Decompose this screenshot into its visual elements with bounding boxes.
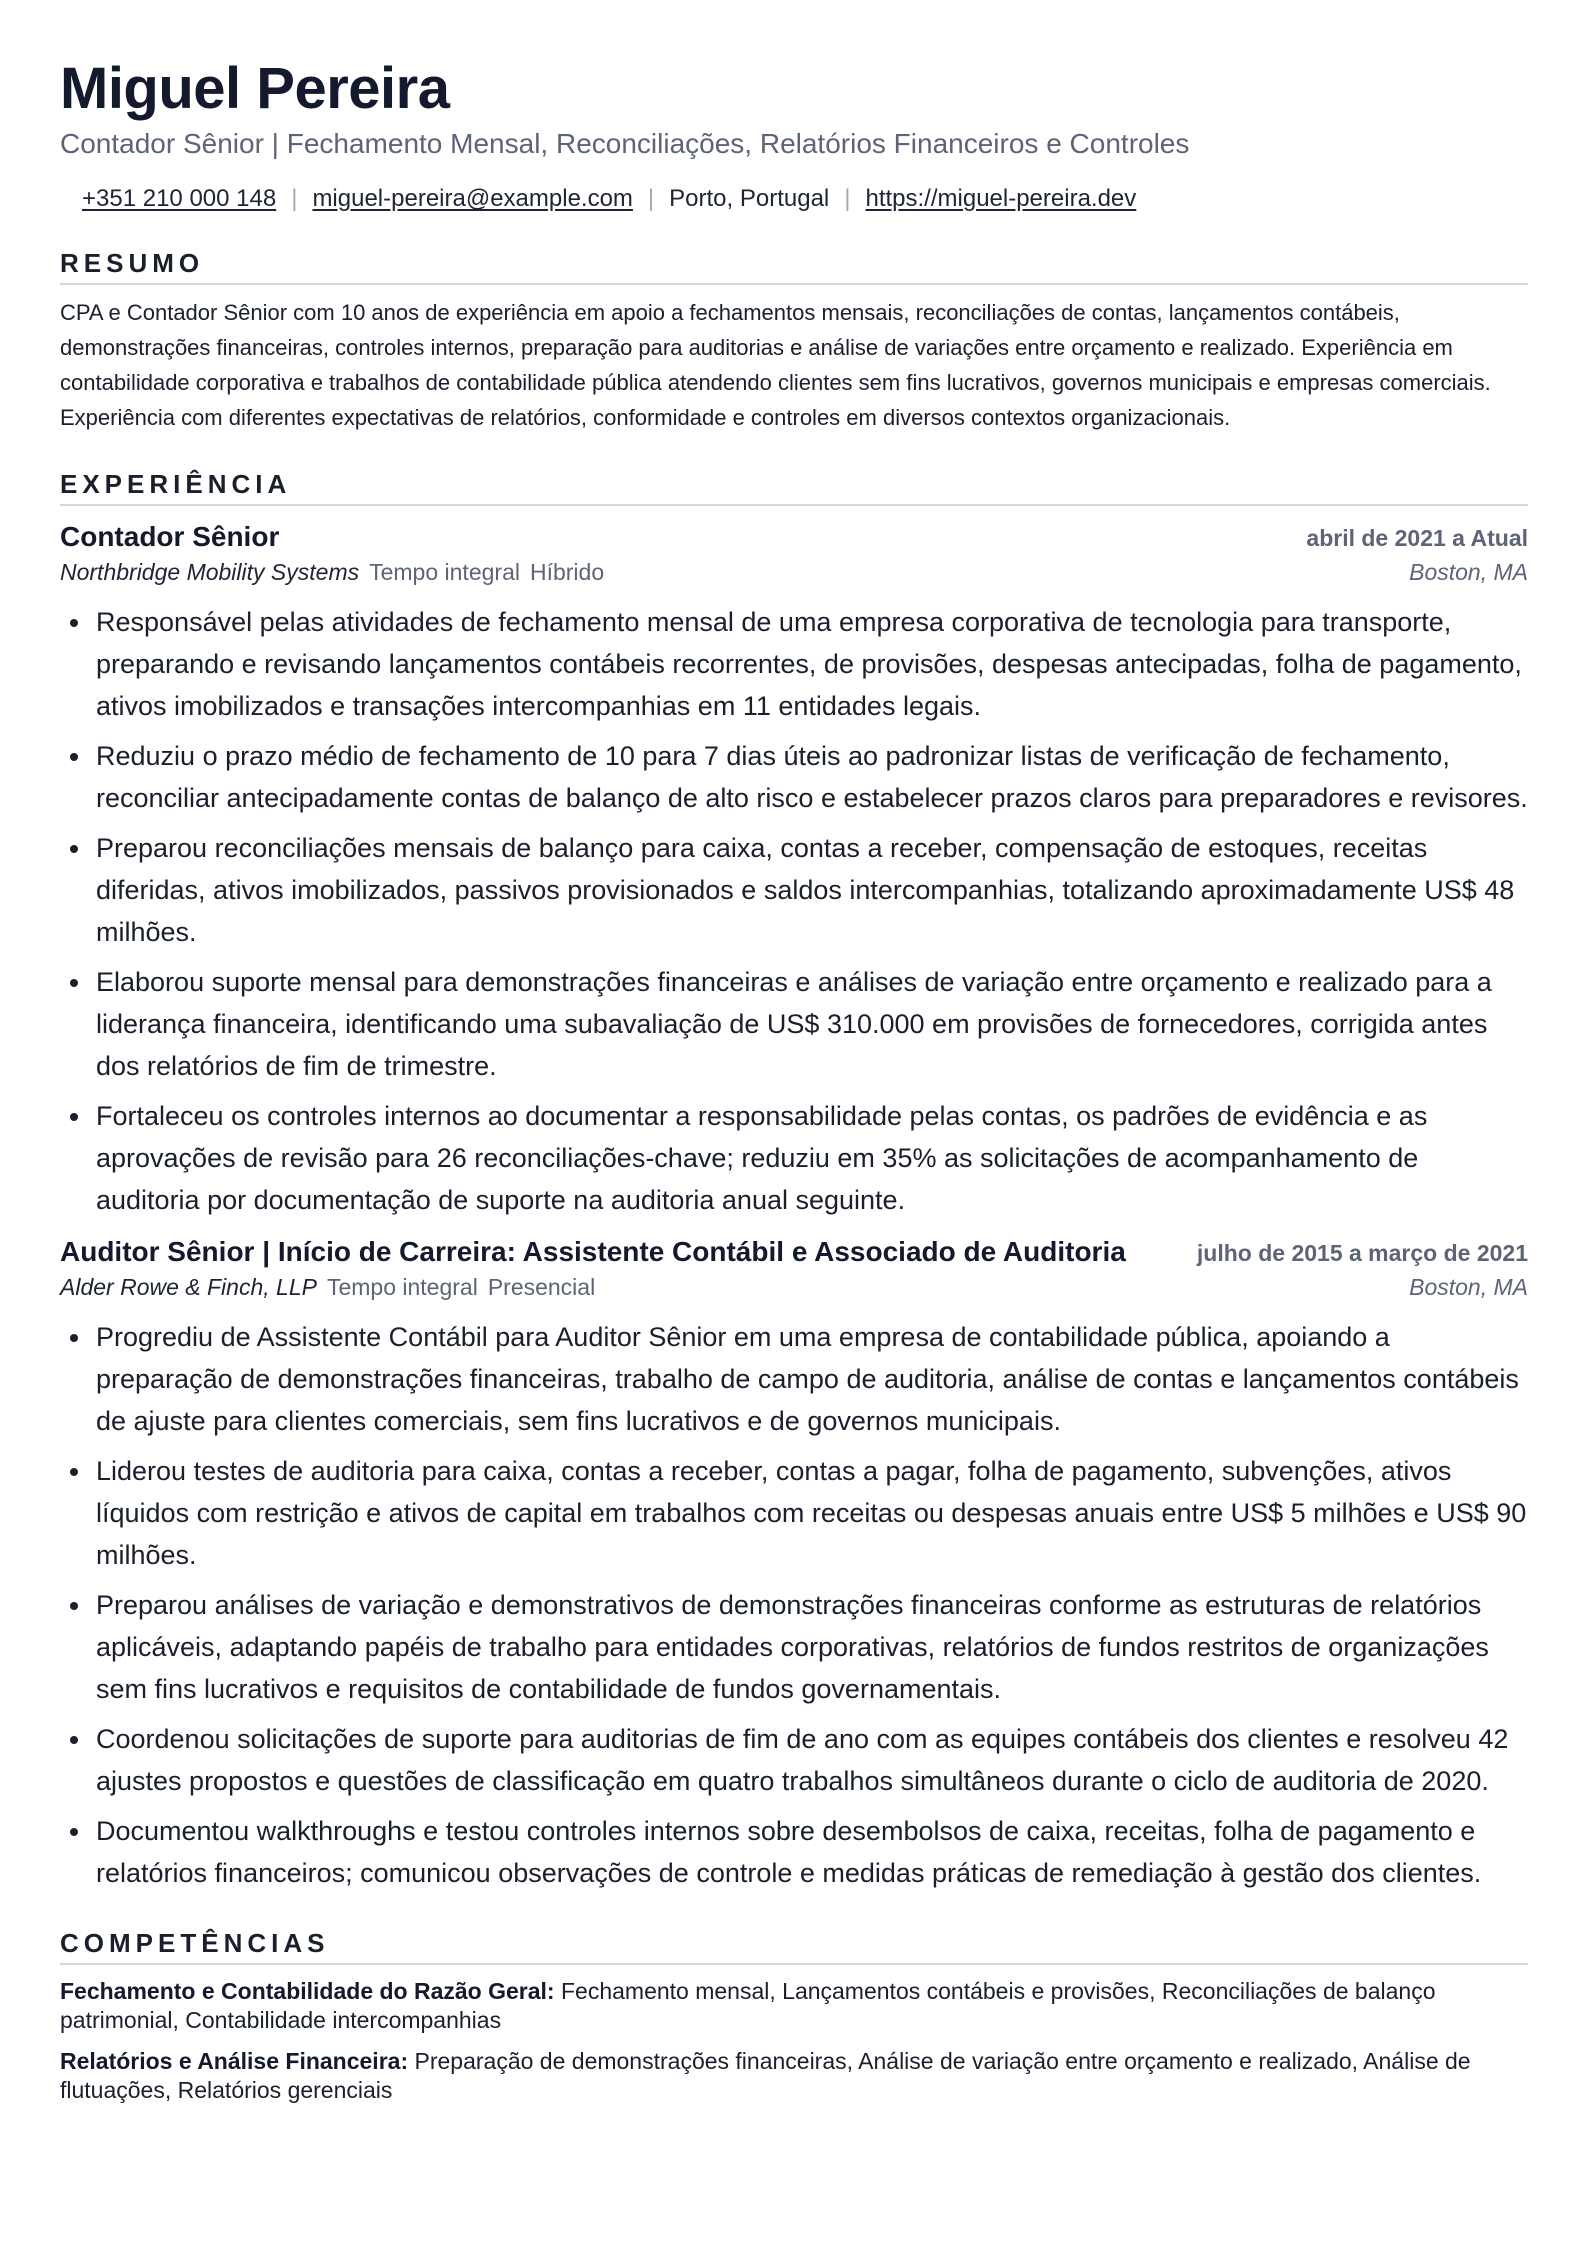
skills-heading: COMPETÊNCIAS	[60, 1928, 1528, 1965]
job-mode: Presencial	[487, 1274, 596, 1300]
contact-separator: |	[647, 185, 655, 212]
headline: Contador Sênior | Fechamento Mensal, Reconciliações, Relatórios Financeiros e Controles	[60, 128, 1190, 159]
job-type: Tempo integral	[326, 1274, 478, 1300]
skill-group-label: Fechamento e Contabilidade do Razão Geral:	[60, 1978, 555, 2004]
experience-heading: EXPERIÊNCIA	[60, 469, 1528, 506]
contact-line	[60, 184, 1528, 214]
bullet-item: Documentou walkthroughs e testou controles internos sobre desembolsos de caixa, receitas, folha de pagamento e relatórios financeiros; comunicou observações de controle e medidas práticas de remediação à gestão dos clientes.	[60, 1810, 1528, 1894]
job-bullets	[60, 1316, 1528, 1894]
contact-separator: |	[844, 185, 851, 212]
job-location: Boston, MA	[1409, 559, 1528, 585]
job-company: Alder Rowe & Finch, LLP	[60, 1274, 317, 1300]
bullet-item: Reduziu o prazo médio de fechamento de 10 para 7 dias úteis ao padronizar listas de verificação de fechamento, reconciliar antecipadamente contas de balanço de alto risco e estabelecer prazos claros para preparadores e revisores.	[60, 735, 1528, 819]
skill-group-value: Fechamento mensal, Lançamentos contábeis e provisões, Reconciliações de balanço patrimonial, Contabilidade intercompanhias	[60, 1978, 1436, 2033]
job-dates: abril de 2021 a Atual	[1306, 525, 1528, 551]
location-text: Porto, Portugal	[669, 185, 830, 212]
bullet-item: Fortaleceu os controles internos ao documentar a responsabilidade pelas contas, os padrões de evidência e as aprovações de revisão para 26 reconciliações-chave; reduziu em 35% as solicitações de acompanhamento de auditoria por documentação de suporte na auditoria anual seguinte.	[60, 1095, 1528, 1221]
bullet-item: Responsável pelas atividades de fechamento mensal de uma empresa corporativa de tecnologia para transporte, preparando e revisando lançamentos contábeis recorrentes, de provisões, despesas antecipadas, folha de pagamento, ativos imobilizados e transações intercompanhias em 11 entidades legais.	[60, 601, 1528, 727]
candidate-name: Miguel Pereira	[60, 56, 450, 121]
skill-group	[60, 2047, 1528, 2105]
job-location: Boston, MA	[1409, 1274, 1528, 1300]
job-type: Tempo integral	[369, 559, 520, 585]
skill-group-value: Preparação de demonstrações financeiras, Análise de variação entre orçamento e realizado, Análise de flutuações, Relatórios gerenciais	[60, 2048, 1471, 2103]
summary-text: CPA e Contador Sênior com 10 anos de experiência em apoio a fechamentos mensais, reconciliações de contas, lançamentos contábeis, demonstrações financeiras, controles internos, preparação para auditorias e análise de variações entre orçamento e realizado. Experiência em contabilidade corporativa e trabalhos de contabilidade pública atendendo clientes sem fins lucrativos, governos municipais e empresas comerciais. Experiência com diferentes expectativas de relatórios, conformidade e controles em diversos contextos organizacionais.	[60, 300, 1491, 430]
bullet-item: Preparou reconciliações mensais de balanço para caixa, contas a receber, compensação de estoques, receitas diferidas, ativos imobilizados, passivos provisionados e saldos intercompanhias, totalizando aproximadamente US$ 48 milhões.	[60, 827, 1528, 953]
bullet-item: Elaborou suporte mensal para demonstrações financeiras e análises de variação entre orçamento e realizado para a liderança financeira, identificando uma subavaliação de US$ 310.000 em provisões de fornecedores, corrigida antes dos relatórios de fim de trimestre.	[60, 961, 1528, 1087]
email-link[interactable]: miguel-pereira@example.com	[312, 185, 633, 212]
bullet-item: Preparou análises de variação e demonstrativos de demonstrações financeiras conforme as estruturas de relatórios aplicáveis, adaptando papéis de trabalho para entidades corporativas, relatórios de fundos restritos de organizações sem fins lucrativos e requisitos de contabilidade de fundos governamentais.	[60, 1584, 1528, 1710]
bullet-item: Liderou testes de auditoria para caixa, contas a receber, contas a pagar, folha de pagamento, subvenções, ativos líquidos com restrição e ativos de capital em trabalhos com receitas ou despesas anuais entre US$ 5 milhões e US$ 90 milhões.	[60, 1450, 1528, 1576]
job-mode: Híbrido	[529, 559, 605, 585]
job-bullets	[60, 601, 1528, 1221]
bullet-item: Coordenou solicitações de suporte para auditorias de fim de ano com as equipes contábeis dos clientes e resolveu 42 ajustes propostos e questões de classificação em quatro trabalhos simultâneos durante o ciclo de auditoria de 2020.	[60, 1718, 1528, 1802]
contact-separator: |	[291, 185, 298, 212]
skill-group-label: Relatórios e Análise Financeira:	[60, 2048, 409, 2074]
job-entry	[60, 520, 1528, 1221]
summary-heading: RESUMO	[60, 248, 1528, 285]
phone-link[interactable]: +351 210 000 148	[82, 185, 277, 212]
job-title: Contador Sênior	[60, 521, 280, 552]
job-entry	[60, 1235, 1528, 1894]
bullet-item: Progrediu de Assistente Contábil para Auditor Sênior em uma empresa de contabilidade pública, apoiando a preparação de demonstrações financeiras, trabalho de campo de auditoria, análise de contas e lançamentos contábeis de ajuste para clientes comerciais, sem fins lucrativos e de governos municipais.	[60, 1316, 1528, 1442]
job-title: Auditor Sênior | Início de Carreira: Assistente Contábil e Associado de Auditoria	[60, 1236, 1126, 1267]
job-dates: julho de 2015 a março de 2021	[1196, 1240, 1528, 1266]
job-company: Northbridge Mobility Systems	[60, 559, 360, 585]
website-link[interactable]: https://miguel-pereira.dev	[865, 185, 1137, 212]
skill-group	[60, 1977, 1528, 2035]
